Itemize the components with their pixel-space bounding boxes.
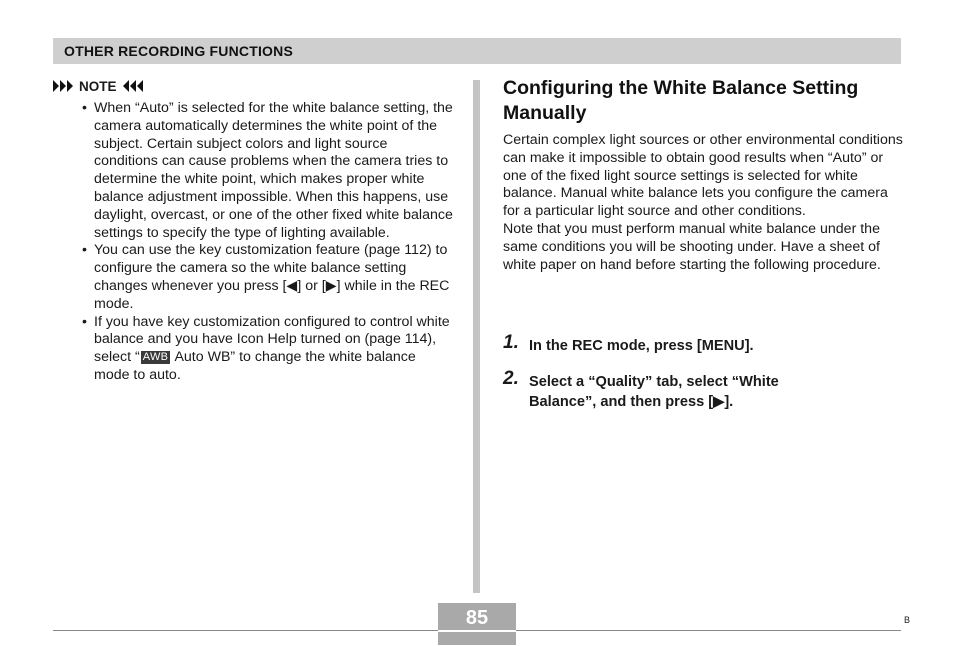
column-divider	[473, 80, 480, 593]
page-number: 85	[465, 607, 489, 629]
note-item-text: If you have key customization configured to control white balance and you have Icon Help turned on (page 114), select “	[94, 313, 450, 366]
list-item	[81, 242, 453, 313]
awb-icon: AWB	[142, 351, 169, 364]
triple-chevron-left-icon	[121, 80, 143, 92]
note-item-text: Auto WB” to change the white balance mode to auto.	[94, 349, 416, 383]
triple-chevron-right-icon	[53, 80, 75, 92]
page-title: Configuring the White Balance Setting Manually	[503, 77, 859, 124]
step-number: 1.	[503, 332, 519, 353]
section-title: OTHER RECORDING FUNCTIONS	[64, 43, 293, 59]
step-item	[503, 332, 903, 356]
section-header-bar	[53, 38, 901, 64]
step-text: Select a “Quality” tab, select “White Balance”, and then press [▶].	[529, 374, 779, 410]
note-heading	[53, 78, 143, 94]
note-item-text: When “Auto” is selected for the white balance setting, the camera automatically determines the white point of the subject. Certain subject colors and light source conditions can cause problems when the camera tries to determine the white point, which makes proper white balance adjustment impossible. When this happens, use daylight, overcast, or one of the other fixed white balance settings to specify the type of lighting available.	[94, 100, 453, 241]
step-text: In the REC mode, press [MENU].	[529, 338, 754, 354]
note-item-text: You can use the key customization feature (page 112) to configure the camera so the white balance setting changes whenever you press [◀] or [▶] while in the REC mode.	[94, 242, 450, 312]
paragraph: Note that you must perform manual white balance under the same conditions you will be shooting under. Have a sheet of white paper on hand before starting the following procedure.	[503, 220, 881, 273]
step-number: 2.	[503, 368, 519, 389]
note-list	[81, 100, 453, 385]
page-number-box	[438, 603, 516, 645]
page-box-divider	[438, 630, 516, 632]
paragraph: Certain complex light sources or other environmental conditions can make it impossible to obtain good results when “Auto” or one of the fixed light source settings is selected for white balance. Manual white balance lets you configure the camera for a particular light source and other conditions.	[503, 132, 903, 220]
intro-text	[503, 132, 903, 274]
step-item	[503, 368, 903, 412]
corner-mark: B	[904, 615, 911, 625]
list-item	[81, 100, 453, 242]
list-item	[81, 314, 453, 385]
note-label: NOTE	[79, 78, 117, 94]
